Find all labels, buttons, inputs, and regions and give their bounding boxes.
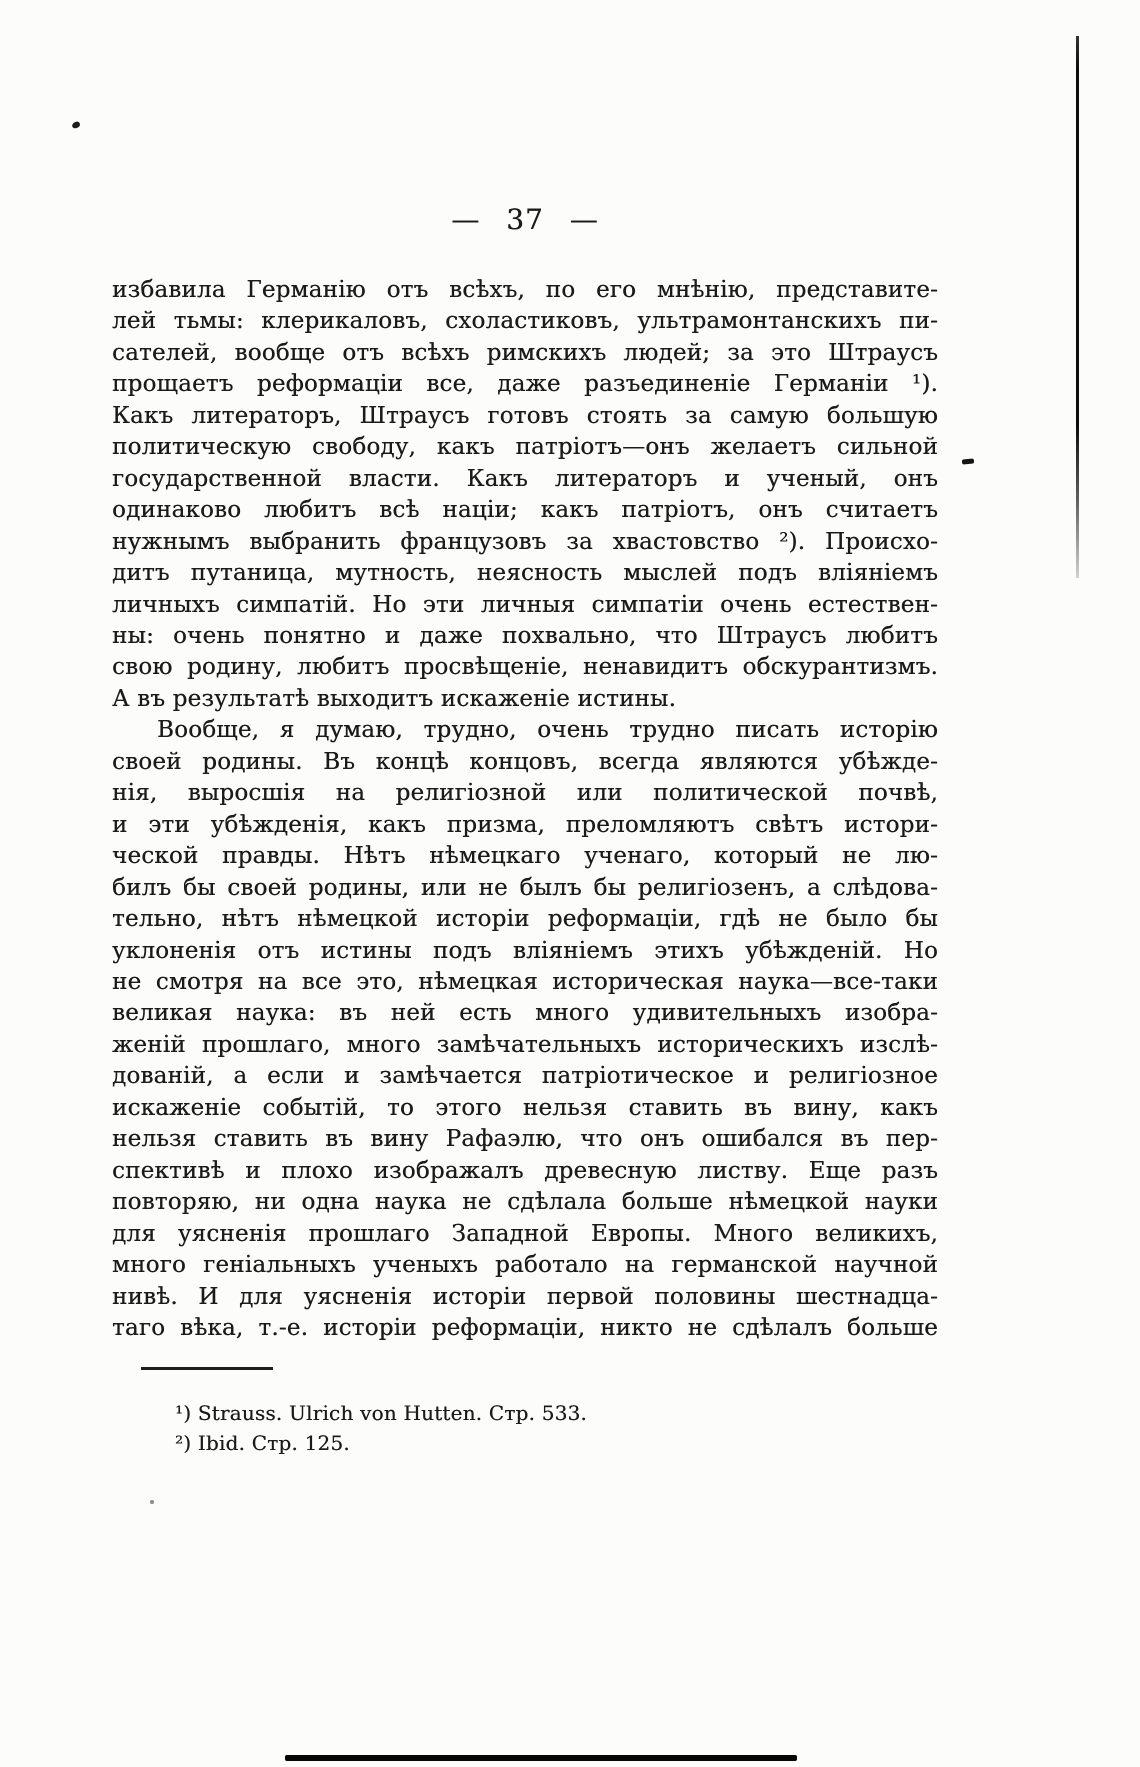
text-line: нельзя ставить въ вину Рафаэлю, что онъ ошибался въ пер- — [112, 1126, 938, 1153]
ink-speck — [71, 121, 81, 129]
text-line: нивѣ. И для уясненія исторіи первой половины шестнадца- — [112, 1283, 938, 1310]
footnote: ²) Ibid. Стр. 125. — [175, 1431, 350, 1455]
text-line: много геніальныхъ ученыхъ работало на германской научной — [112, 1252, 938, 1279]
text-line: нужнымъ выбранить французовъ за хвастовство ²). Происхо- — [112, 528, 938, 555]
text-line: ны: очень понятно и даже похвально, что Штраусъ любитъ — [112, 622, 938, 649]
text-line: ческой правды. Нѣтъ нѣмецкаго ученаго, который не лю- — [112, 843, 938, 870]
text-line: женій прошлаго, много замѣчательныхъ историческихъ изслѣ- — [112, 1031, 938, 1058]
text-line: прощаетъ реформаціи все, даже разъединеніе Германіи ¹). — [112, 371, 938, 398]
text-line: великая наука: въ ней есть много удивительныхъ изобра- — [112, 1000, 938, 1027]
text-line: для уясненія прошлаго Западной Европы. Много великихъ, — [112, 1220, 938, 1247]
text-line: личныхъ симпатій. Но эти личныя симпатіи очень естествен- — [112, 591, 938, 618]
text-line: искаженіе событій, то этого нельзя ставить въ вину, какъ — [112, 1094, 938, 1121]
text-line: нія, выросшія на религіозной или политической почвѣ, — [112, 780, 938, 807]
text-line: А въ результатѣ выходитъ искаженіе истины. — [112, 685, 677, 712]
text-line: билъ бы своей родины, или не былъ бы религіозенъ, а слѣдова- — [112, 874, 938, 901]
footnote-rule — [141, 1367, 273, 1370]
text-line: государственной власти. Какъ литераторъ и ученый, онъ — [112, 465, 938, 492]
body-text — [112, 275, 938, 1344]
text-line: лей тьмы: клерикаловъ, схоластиковъ, ультрамонтанскихъ пи- — [112, 308, 938, 335]
text-line: повторяю, ни одна наука не сдѣлала больше нѣмецкой науки — [112, 1189, 938, 1216]
text-line: своей родины. Въ концѣ концовъ, всегда являются убѣжде- — [112, 748, 938, 775]
text-line: не смотря на все это, нѣмецкая историческая наука—все-таки — [112, 968, 938, 995]
text-line: избавила Германію отъ всѣхъ, по его мнѣнію, представите- — [112, 277, 938, 303]
text-line: одинаково любитъ всѣ націи; какъ патріотъ, онъ считаетъ — [112, 497, 938, 524]
text-line: таго вѣка, т.-е. исторіи реформаціи, никто не сдѣлалъ больше — [112, 1314, 938, 1341]
scan-page-edge-line — [1076, 36, 1079, 578]
page-number: — 37 — — [451, 203, 599, 236]
text-line: Какъ литераторъ, Штраусъ готовъ стоять за самую большую — [112, 402, 938, 429]
text-line: Вообще, я думаю, трудно, очень трудно писать исторію — [157, 717, 938, 744]
text-line: и эти убѣжденія, какъ призма, преломляютъ свѣтъ истори- — [112, 811, 938, 838]
text-line: тельно, нѣтъ нѣмецкой исторіи реформаціи, гдѣ не было бы — [112, 906, 938, 933]
scan-artifact-bottom-bar — [285, 1755, 797, 1761]
text-line: сателей, вообще отъ всѣхъ римскихъ людей; за это Штраусъ — [112, 339, 938, 366]
text-line: свою родину, любитъ просвѣщеніе, ненавидитъ обскурантизмъ. — [112, 654, 938, 681]
text-line: дованій, а если и замѣчается патріотическое и религіозное — [112, 1063, 938, 1090]
text-line: политическую свободу, какъ патріотъ—онъ желаетъ сильной — [112, 434, 938, 461]
text-line: уклоненія отъ истины подъ вліяніемъ этихъ убѣжденій. Но — [112, 937, 938, 964]
ink-dot — [150, 1500, 154, 1504]
ink-dash — [962, 458, 974, 464]
text-line: спективѣ и плохо изображалъ древесную листву. Еще разъ — [112, 1157, 938, 1184]
footnotes — [175, 1398, 775, 1458]
footnote: ¹) Strauss. Ulrich von Hutten. Стр. 533. — [175, 1401, 587, 1425]
text-line: дитъ путаница, мутность, неясность мыслей подъ вліяніемъ — [112, 560, 938, 587]
